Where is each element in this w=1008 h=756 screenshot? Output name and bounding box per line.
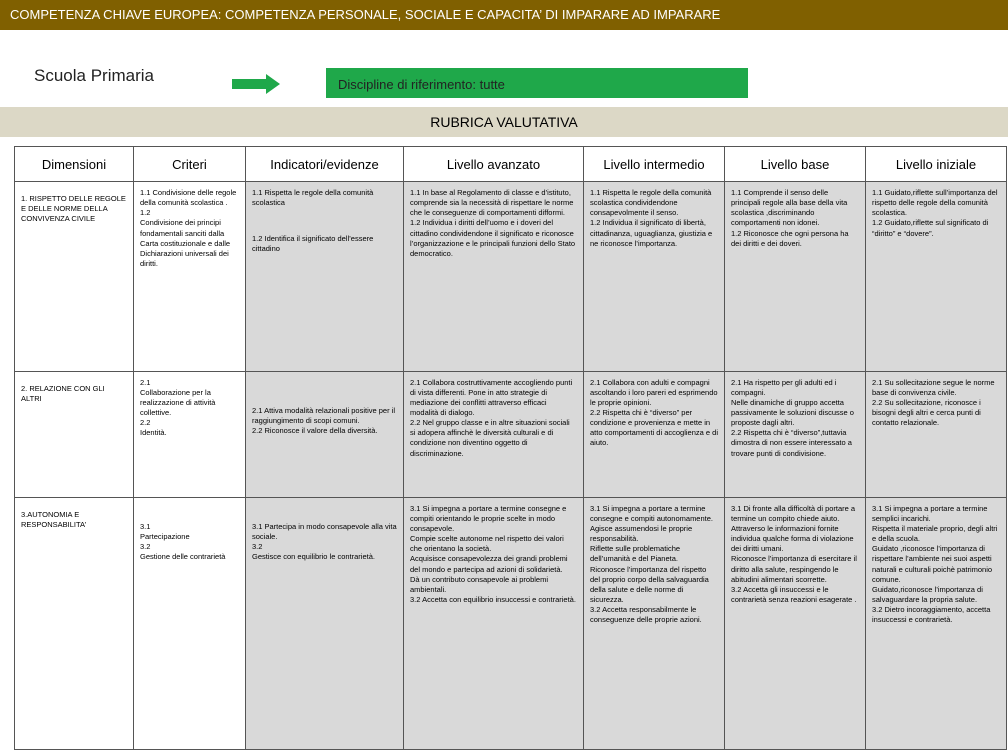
indicator-text: 3.1 Partecipa in modo consapevole alla vita sociale. [252, 521, 397, 541]
table-row [15, 497, 1007, 749]
level-text: 3.2 Accetta gli insuccessi e le contrarietà senza reazioni esagerate . [731, 584, 857, 604]
level-text: Nelle dinamiche di gruppo accetta passivamente le soluzioni discusse o proposte dagli altri. [731, 397, 854, 428]
dimension-cell [15, 497, 134, 749]
level-text: Acquisisce consapevolezza dei grandi problemi del mondo e partecipa ad azioni di solidarietà. [410, 554, 568, 574]
criteria-text: 2.2 [140, 418, 151, 428]
table-header-row [15, 147, 1007, 182]
discipline-bar [326, 68, 748, 98]
criteria-cell [134, 182, 246, 372]
school-label: Scuola Primaria [34, 66, 154, 85]
level-text: Guidato ,riconosce l’importanza di rispettare l’ambiente nei suoi aspetti naturali e culturali poichè patrimonio comune. [872, 544, 993, 584]
dimension-cell [15, 371, 134, 497]
criteria-text: 1.2 [140, 208, 151, 218]
intermediate-level-cell [584, 497, 725, 749]
level-text: 3.1 Si impegna a portare a termine consegne e compiti autonomamente. [590, 503, 713, 523]
dimension-text: 3.AUTONOMIA E RESPONSABILITA’ [21, 509, 87, 529]
level-text: 3.1 Si impegna a portare a termine semplici incarichi. [872, 503, 988, 523]
indicator-text: 2.2 Riconosce il valore della diversità. [252, 425, 378, 435]
arrow-right-icon [232, 74, 280, 94]
intermediate-level-cell [584, 182, 725, 372]
level-text: Dà un contributo consapevole ai problemi ambientali. [410, 574, 548, 594]
page-title-bar [0, 0, 1008, 30]
level-text: 3.1 Di fronte alla difficoltà di portare a termine un compito chiede aiuto. [731, 503, 856, 523]
column-header-dimensioni: Dimensioni [15, 147, 134, 182]
indicators-cell [246, 182, 404, 372]
level-text: 2.1 Collabora costruttivamente accogliendo punti di vista differenti. Pone in atto strategie di mediazione dei conflitti attraverso efficaci modalità di dialogo. [410, 377, 573, 418]
level-text: Guidato,riconosce l’importanza di salvaguardare la propria salute. [872, 584, 983, 604]
criteria-text: Gestione delle contrarietà [140, 552, 226, 562]
level-text: 2.2 Rispetta chi è “diverso” per condizione e provenienza e mette in atto comportamenti di accoglienza e di aiuto. [590, 408, 718, 448]
level-text: 1.1 Comprende il senso delle principali regole alla base della vita scolastica ,discriminando comportamenti non idonei. [731, 188, 848, 228]
criteria-cell [134, 371, 246, 497]
discipline-label: Discipline di riferimento: tutte [338, 77, 505, 92]
level-text: 1.2 Guidato,riflette sul significato di “diritto” e “dovere”. [872, 218, 989, 238]
level-text: 1.2 Individua il significato di libertà, cittadinanza, uguaglianza, giustizia e ne riconosce l’importanza. [590, 218, 713, 248]
indicator-text: 3.2 [252, 542, 263, 552]
level-text: 1.1 In base al Regolamento di classe e d’istituto, comprende sia la necessità di rispettare le norme che le conseguenze di comportamenti difformi. [410, 188, 574, 218]
column-header-livello-intermedio: Livello intermedio [584, 147, 725, 182]
intermediate-level-cell [584, 371, 725, 497]
criteria-cell [134, 497, 246, 749]
rubric-title: RUBRICA VALUTATIVA [430, 114, 578, 130]
advanced-level-cell [404, 497, 584, 749]
level-text: 2.2 Su sollecitazione, riconosce i bisogni degli altri e cerca punti di contatto relazionale. [872, 397, 981, 428]
column-header-criteri: Criteri [134, 147, 246, 182]
criteria-text: Collaborazione per la realizzazione di attività collettive. [140, 387, 216, 418]
level-text: Agisce assumendosi le proprie responsabilità. [590, 524, 693, 544]
column-header-livello-avanzato: Livello avanzato [404, 147, 584, 182]
column-header-livello-base: Livello base [725, 147, 866, 182]
level-text: 1.1 Guidato,riflette sull’importanza del rispetto delle regole della comunità scolastica. [872, 188, 998, 218]
level-text: 2.2 Nel gruppo classe e in altre situazioni sociali si adopera affinchè le diversità culturali e di condizione non diventino oggetto di discriminazione. [410, 418, 570, 458]
criteria-text: 3.1 [140, 521, 151, 531]
base-level-cell [725, 182, 866, 372]
indicator-text: Gestisce con equilibrio le contrarietà. [252, 552, 375, 562]
level-text: Riconosce l’importanza di esercitare il diritto alla salute, respingendo le abitudini alimentari scorrette. [731, 554, 857, 584]
table-row [15, 371, 1007, 497]
dimension-text: 1. RISPETTO DELLE REGOLE E DELLE NORME DELLA CONVIVENZA CIVILE [21, 194, 126, 224]
column-header-livello-iniziale: Livello iniziale [866, 147, 1007, 182]
advanced-level-cell [404, 182, 584, 372]
level-text: Rispetta il materiale proprio, degli altri e della scuola. [872, 524, 998, 544]
indicator-text: 1.1 Rispetta le regole della comunità scolastica [252, 188, 374, 208]
level-text: Riflette sulle problematiche dell’umanità e del Pianeta. [590, 544, 681, 564]
level-text: 3.1 Si impegna a portare a termine consegne e compiti orientando le proprie scelte in modo consapevole. [410, 503, 567, 534]
level-text: 1.2 Riconosce che ogni persona ha dei diritti e dei doveri. [731, 228, 849, 248]
indicator-text: 2.1 Attiva modalità relazionali positive per il raggiungimento di scopi comuni. [252, 405, 395, 425]
dimension-text: 2. RELAZIONE CON GLI ALTRI [21, 383, 105, 403]
rubric-title-bar [0, 107, 1008, 137]
page-title: COMPETENZA CHIAVE EUROPEA: COMPETENZA PERSONALE, SOCIALE E CAPACITA’ DI IMPARARE AD IMPARARE [10, 7, 721, 22]
criteria-text: Partecipazione [140, 531, 190, 541]
criteria-text: Identità. [140, 428, 167, 438]
level-text: 3.2 Accetta con equilibrio insuccessi e contrarietà. [410, 594, 576, 604]
level-text: 2.2 Rispetta chi è “diverso”,tuttavia dimostra di non essere interessato a trovare punti di condivisione. [731, 428, 852, 458]
base-level-cell [725, 371, 866, 497]
criteria-text: 3.2 [140, 542, 151, 552]
level-text: 3.2 Accetta responsabilmente le conseguenze delle proprie azioni. [590, 605, 702, 625]
rubric-table [14, 146, 1007, 750]
level-text: 3.2 Dietro incoraggiamento, accetta insuccessi e contrarietà. [872, 605, 991, 625]
column-header-indicatori: Indicatori/evidenze [246, 147, 404, 182]
level-text: Compie scelte autonome nel rispetto dei valori che orientano la società. [410, 534, 564, 554]
table-row [15, 182, 1007, 372]
level-text: Riconosce l’importanza del rispetto del proprio corpo della salvaguardia della salute e delle norme di sicurezza. [590, 564, 709, 604]
criteria-text: Condivisione dei principi fondamentali sanciti dalla Carta costituzionale e dalle Dichiarazioni universali dei diritti. [140, 218, 231, 268]
level-text: 1.1 Rispetta le regole della comunità scolastica condividendone consapevolmente il senso. [590, 188, 712, 218]
level-text: 2.1 Su sollecitazione segue le norme base di convivenza civile. [872, 377, 995, 397]
dimension-cell [15, 182, 134, 372]
level-text: Attraverso le informazioni fornite individua qualche forma di violazione dei diritti umani. [731, 524, 854, 554]
indicators-cell [246, 371, 404, 497]
initial-level-cell [866, 182, 1007, 372]
initial-level-cell [866, 497, 1007, 749]
base-level-cell [725, 497, 866, 749]
criteria-text: 1.1 Condivisione delle regole della comunità scolastica . [140, 188, 237, 208]
level-text: 2.1 Collabora con adulti e compagni ascoltando i loro pareri ed esprimendo le proprie opinioni. [590, 377, 718, 407]
indicator-text: 1.2 Identifica il significato dell’essere cittadino [252, 234, 374, 254]
criteria-text: 2.1 [140, 377, 151, 387]
indicators-cell [246, 497, 404, 749]
level-text: 2.1 Ha rispetto per gli adulti ed i compagni. [731, 377, 837, 397]
level-text: 1.2 Individua i diritti dell’uomo e i doveri del cittadino condividendone il significato e riconosce l’organizzazione e le principali funzioni dello Stato democratico. [410, 218, 576, 258]
advanced-level-cell [404, 371, 584, 497]
initial-level-cell [866, 371, 1007, 497]
